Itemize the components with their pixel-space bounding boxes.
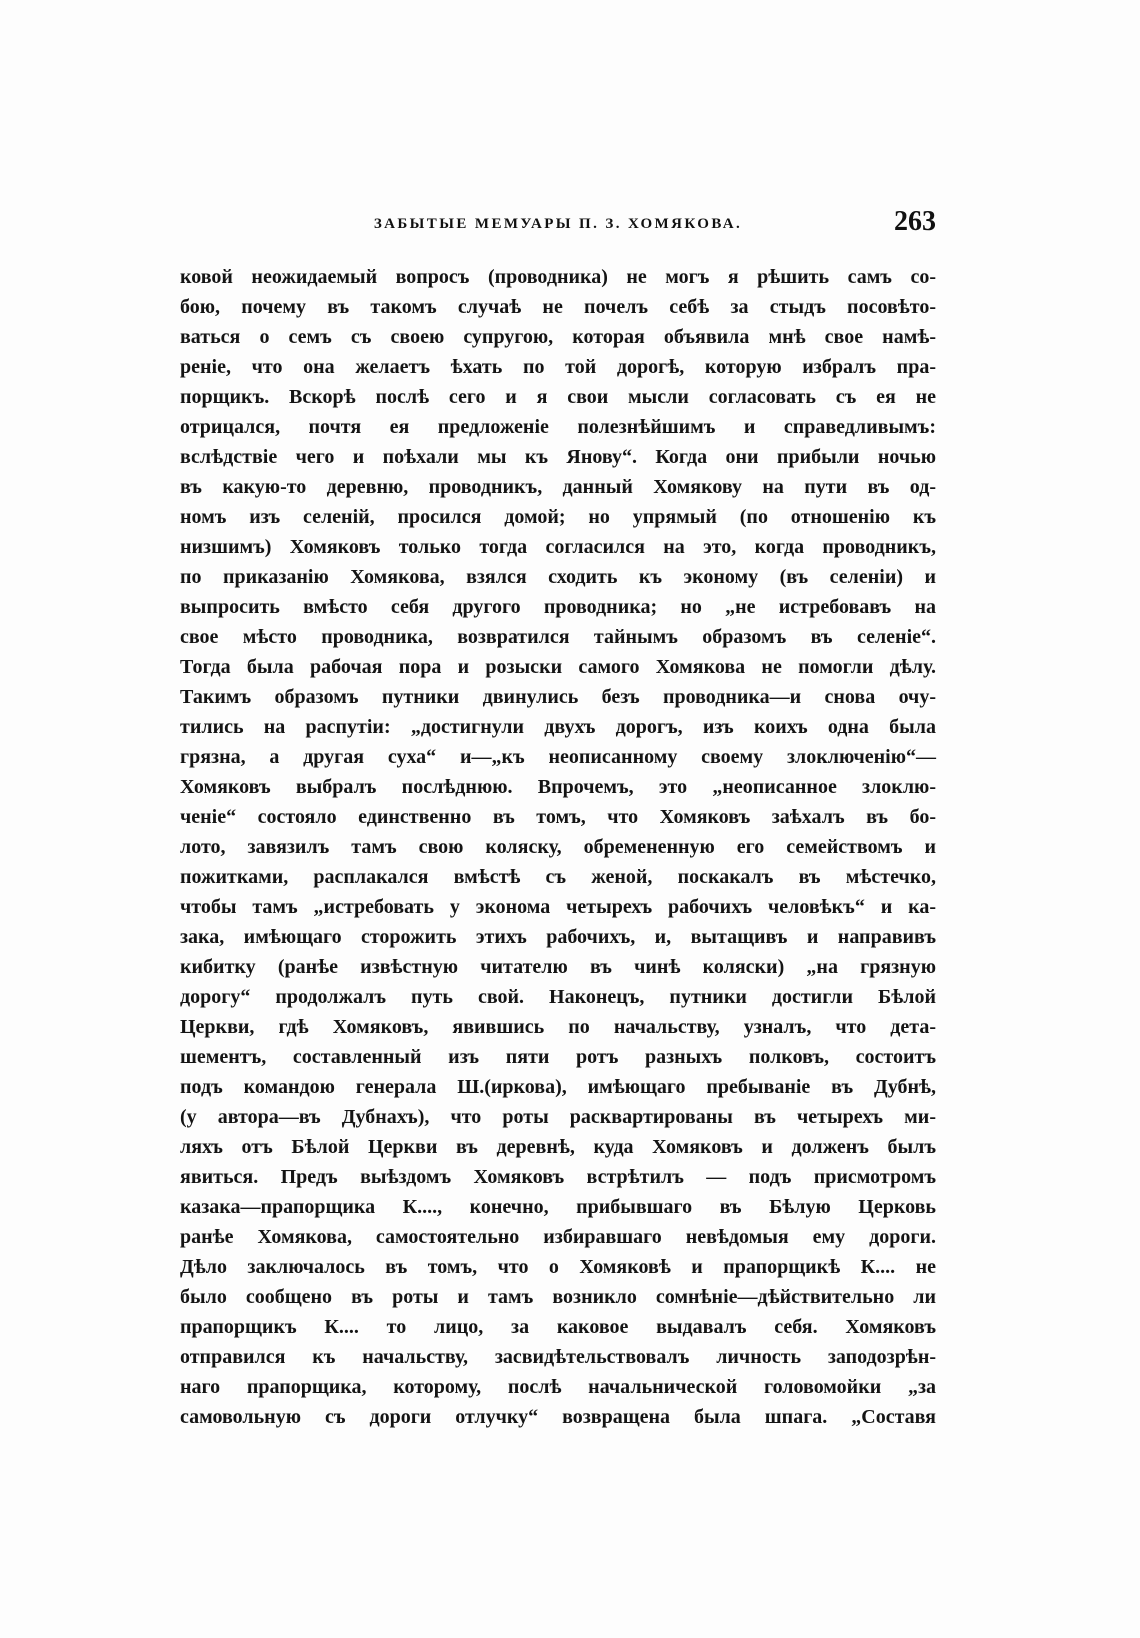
text-line: ченіе“ состояло единственно въ томъ, что Хомяковъ заѣхалъ въ бо-	[180, 806, 936, 828]
text-line: выпросить вмѣсто себя другого проводника; но „не истребовавъ на	[180, 596, 936, 618]
text-line: по приказанію Хомякова, взялся сходить къ эконому (въ селеніи) и	[180, 566, 936, 588]
text-line: ковой неожидаемый вопросъ (проводника) не могъ я рѣшить самъ со-	[180, 266, 936, 288]
text-line: Хомяковъ выбралъ послѣднюю. Впрочемъ, это „неописанное злоклю-	[180, 776, 936, 798]
text-line: Такимъ образомъ путники двинулись безъ проводника—и снова очу-	[180, 686, 936, 708]
text-line: отрицался, почтя ея предложеніе полезнѣйшимъ и справедливымъ:	[180, 416, 936, 438]
text-line: дорогу“ продолжалъ путь свой. Наконецъ, путники достигли Бѣлой	[180, 986, 936, 1008]
text-line: прапорщикъ К.... то лицо, за каковое выдавалъ себя. Хомяковъ	[180, 1316, 936, 1338]
text-line: чтобы тамъ „истребовать у эконома четырехъ рабочихъ человѣкъ“ и ка-	[180, 896, 936, 918]
text-line: было сообщено въ роты и тамъ возникло сомнѣніе—дѣйствительно ли	[180, 1286, 936, 1308]
text-line: ваться о семъ съ своею супругою, которая объявила мнѣ свое намѣ-	[180, 326, 936, 348]
text-line: въ какую-то деревню, проводникъ, данный Хомякову на пути въ од-	[180, 476, 936, 498]
text-line: наго прапорщика, которому, послѣ начальнической головомойки „за	[180, 1376, 936, 1398]
text-line: пожитками, расплакался вмѣстѣ съ женой, поскакалъ въ мѣстечко,	[180, 866, 936, 888]
text-line: шементъ, составленный изъ пяти ротъ разныхъ полковъ, состоитъ	[180, 1046, 936, 1068]
text-line: самовольную съ дороги отлучку“ возвращена была шпага. „Составя	[180, 1406, 936, 1428]
text-line: грязна, а другая суха“ и—„къ неописанному своему злоключенію“—	[180, 746, 936, 768]
text-line: свое мѣсто проводника, возвратился тайнымъ образомъ въ селеніе“.	[180, 626, 936, 648]
text-line: реніе, что она желаетъ ѣхать по той дорогѣ, которую избралъ пра-	[180, 356, 936, 378]
text-line: вслѣдствіе чего и поѣхали мы къ Янову“. Когда они прибыли ночью	[180, 446, 936, 468]
text-line: отправился къ начальству, засвидѣтельствовалъ личность заподозрѣн-	[180, 1346, 936, 1368]
text-line: ранѣе Хомякова, самостоятельно избиравшаго невѣдомыя ему дороги.	[180, 1226, 936, 1248]
text-line: казака—прапорщика К...., конечно, прибывшаго въ Бѣлую Церковь	[180, 1196, 936, 1218]
text-line: тились на распутіи: „достигнули двухъ дорогъ, изъ коихъ одна была	[180, 716, 936, 738]
text-line: (у автора—въ Дубнахъ), что роты расквартированы въ четырехъ ми-	[180, 1106, 936, 1128]
text-line: подъ командою генерала Ш.(иркова), имѣющаго пребываніе въ Дубнѣ,	[180, 1076, 936, 1098]
text-line: Тогда была рабочая пора и розыски самого Хомякова не помогли дѣлу.	[180, 656, 936, 678]
text-line: ляхъ отъ Бѣлой Церкви въ деревнѣ, куда Хомяковъ и долженъ былъ	[180, 1136, 936, 1158]
text-line: порщикъ. Вскорѣ послѣ сего и я свои мысли согласовать съ ея не	[180, 386, 936, 408]
text-line: кибитку (ранѣе извѣстную читателю въ чинѣ коляски) „на грязную	[180, 956, 936, 978]
page-number: 263	[894, 206, 936, 237]
body-text	[180, 262, 936, 1432]
text-line: номъ изъ селеній, просился домой; но упрямый (по отношенію къ	[180, 506, 936, 528]
text-line: Дѣло заключалось въ томъ, что о Хомяковѣ и прапорщикѣ К.... не	[180, 1256, 936, 1278]
running-head	[180, 206, 936, 246]
text-line: лото, завязилъ тамъ свою коляску, обремененную его семействомъ и	[180, 836, 936, 858]
text-line: бою, почему въ такомъ случаѣ не почелъ себѣ за стыдъ посовѣто-	[180, 296, 936, 318]
text-line: явиться. Предъ выѣздомъ Хомяковъ встрѣтилъ — подъ присмотромъ	[180, 1166, 936, 1188]
text-line: низшимъ) Хомяковъ только тогда согласился на это, когда проводникъ,	[180, 536, 936, 558]
text-line: Церкви, гдѣ Хомяковъ, явившись по начальству, узналъ, что дета-	[180, 1016, 936, 1038]
running-title: ЗАБЫТЫЕ МЕМУАРЫ П. З. ХОМЯКОВА.	[373, 216, 743, 232]
text-line: зака, имѣющаго сторожить этихъ рабочихъ, и, вытащивъ и направивъ	[180, 926, 936, 948]
